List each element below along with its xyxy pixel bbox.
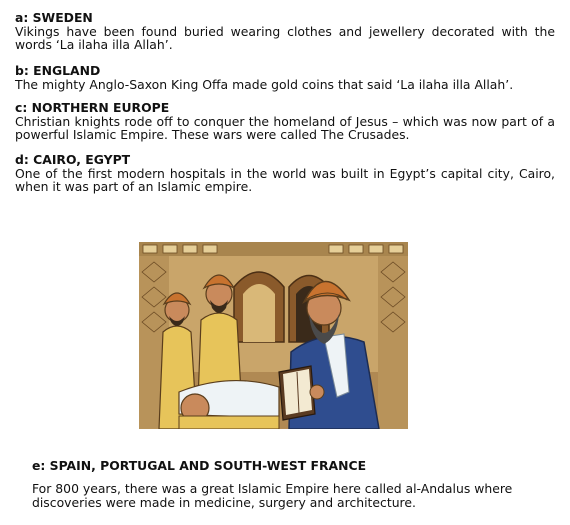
entry-heading: c: NORTHERN EUROPE [15, 100, 170, 115]
entry-heading: a: SWEDEN [15, 10, 93, 25]
entry-body: One of the first modern hospitals in the world was built in Egypt’s capital city, Cairo, when it was part of an Islamic empire. [15, 165, 555, 194]
entry-body: The mighty Anglo-Saxon King Offa made gold coins that said ‘La ilaha illa Allah’. [15, 76, 514, 92]
feature-body: For 800 years, there was a great Islamic Empire here called al-Andalus where discoveries were made in medicine, surgery and architecture. [32, 481, 513, 510]
entry-northern-europe [15, 101, 555, 142]
entry-body: Christian knights rode off to conquer the homeland of Jesus – which was now part of a powerful Islamic Empire. These wars were called The Crusades. [15, 113, 555, 142]
hospital-illustration [139, 242, 408, 429]
entry-england [15, 64, 555, 91]
entry-body: Vikings have been found buried wearing clothes and jewellery decorated with the words ‘La ilaha illa Allah’. [15, 23, 555, 52]
entry-sweden [15, 11, 555, 52]
entry-heading: d: CAIRO, EGYPT [15, 152, 131, 167]
feature-entry-al-andalus [32, 459, 542, 510]
feature-heading: e: SPAIN, PORTUGAL AND SOUTH-WEST FRANCE [32, 458, 367, 473]
entry-heading: b: ENGLAND [15, 63, 101, 78]
entry-cairo [15, 153, 555, 194]
